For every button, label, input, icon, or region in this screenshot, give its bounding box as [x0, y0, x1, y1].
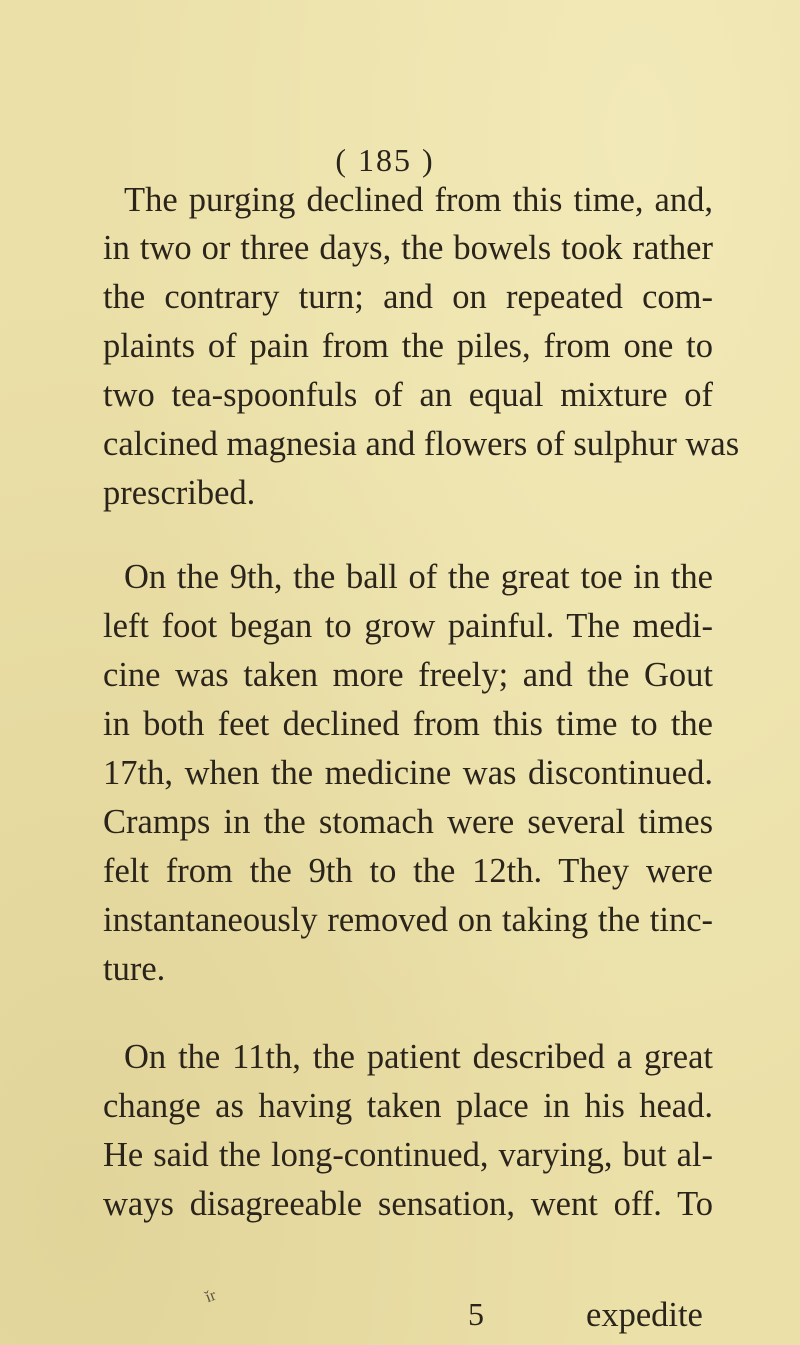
text-line: felt from the 9th to the 12th. They were: [103, 852, 713, 890]
page-number: ( 185 ): [335, 142, 435, 178]
text-line: left foot began to grow painful. The medi-: [103, 607, 713, 645]
text-line: in both feet declined from this time to the: [103, 705, 713, 743]
text-line: The purging declined from this time, and,: [124, 181, 713, 219]
text-line: 17th, when the medicine was discontinued.: [103, 754, 713, 792]
text-line: instantaneously removed on taking the tinc-: [103, 901, 713, 939]
catchword: expedite: [586, 1296, 703, 1334]
stray-mark: ǐr: [203, 1286, 219, 1307]
text-line: He said the long-continued, varying, but al-: [103, 1136, 713, 1174]
text-line: On the 11th, the patient described a great: [124, 1038, 713, 1076]
text-line: two tea-spoonfuls of an equal mixture of: [103, 376, 713, 414]
text-line: Cramps in the stomach were several times: [103, 803, 713, 841]
text-line: plaints of pain from the piles, from one to: [103, 327, 713, 365]
text-line: ways disagreeable sensation, went off. To: [103, 1185, 713, 1223]
text-line: prescribed.: [103, 474, 256, 512]
text-line: calcined magnesia and flowers of sulphur was: [103, 425, 740, 463]
text-line: the contrary turn; and on repeated com-: [103, 278, 713, 316]
text-line: in two or three days, the bowels took rather: [103, 229, 713, 267]
text-line: change as having taken place in his head.: [103, 1087, 713, 1125]
text-line: cine was taken more freely; and the Gout: [103, 656, 713, 694]
text-line: ture.: [103, 950, 166, 988]
signature-mark: 5: [468, 1296, 484, 1332]
text-line: On the 9th, the ball of the great toe in the: [124, 558, 713, 596]
